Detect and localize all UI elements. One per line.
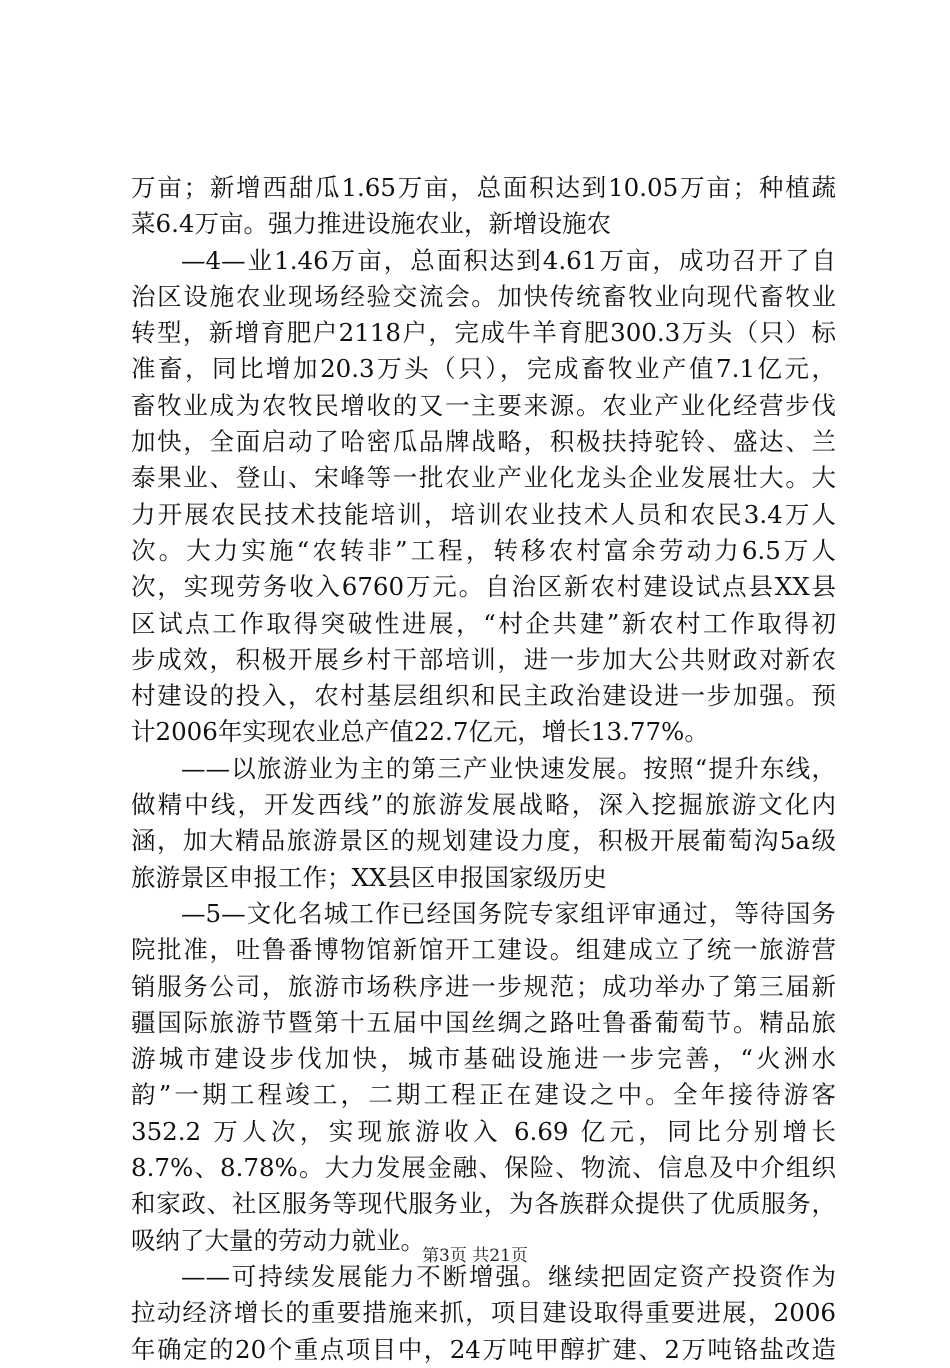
text-line: 加快，全面启动了哈密瓜品牌战略，积极扶持驼铃、盛达、兰 [131,427,836,457]
document-body [131,170,836,1368]
text-line: 涵，加大精品旅游景区的规划建设力度，积极开展葡萄沟5a级 [131,826,836,856]
text-line: 韵”一期工程竣工，二期工程正在建设之中。全年接待游客 [131,1080,836,1110]
text-line: 畜牧业成为农牧民增收的又一主要来源。农业产业化经营步伐 [131,390,836,420]
text-line: 次，实现劳务收入6760万元。自治区新农村建设试点县XX县 [131,572,836,602]
text-line: 旅游景区申报工作；XX县区申报国家级历史 [131,862,607,892]
text-line: 万亩；新增西甜瓜1.65万亩，总面积达到10.05万亩；种植蔬 [131,173,836,202]
text-line: —5—文化名城工作已经国务院专家组评审通过，等待国务 [181,898,836,928]
text-line: 疆国际旅游节暨第十五届中国丝绸之路吐鲁番葡萄节。精品旅 [131,1007,836,1037]
text-line: 泰果业、登山、宋峰等一批农业产业化龙头企业发展壮大。大 [131,463,836,493]
text-line: 区试点工作取得突破性进展，“村企共建”新农村工作取得初 [131,608,836,638]
text-line: 村建设的投入，农村基层组织和民主政治建设进一步加强。预 [131,681,836,711]
text-line: 步成效，积极开展乡村干部培训，进一步加大公共财政对新农 [131,644,836,674]
text-line: 和家政、社区服务等现代服务业，为各族群众提供了优质服务， [131,1189,836,1219]
text-line: 计2006年实现农业总产值22.7亿元，增长13.77%。 [131,717,709,747]
text-line: 菜6.4万亩。强力推进设施农业，新增设施农 [131,209,611,239]
text-line: 转型，新增育肥户2118户，完成牛羊育肥300.3万头（只）标 [131,318,836,348]
text-line: —4—业1.46万亩，总面积达到4.61万亩，成功召开了自 [181,245,836,275]
text-line: 院批准，吐鲁番博物馆新馆开工建设。组建成立了统一旅游营 [131,935,836,965]
text-line: ——可持续发展能力不断增强。继续把固定资产投资作为 [181,1261,836,1291]
text-line: 治区设施农业现场经验交流会。加快传统畜牧业向现代畜牧业 [131,281,836,311]
text-line: 8.7%、8.78%。大力发展金融、保险、物流、信息及中介组织 [131,1153,836,1183]
text-line: 拉动经济增长的重要措施来抓，项目建设取得重要进展，2006 [131,1298,836,1328]
text-line: 游城市建设步伐加快，城市基础设施进一步完善，“火洲水 [131,1044,836,1074]
text-line: 准畜，同比增加20.3万头（只），完成畜牧业产值7.1亿元， [131,354,836,384]
text-line: 年确定的20个重点项目中，24万吨甲醇扩建、2万吨铬盐改造 [131,1334,836,1364]
text-line: 352.2 万人次，实现旅游收入 6.69 亿元，同比分别增长 [131,1116,836,1146]
text-line: 做精中线，开发西线”的旅游发展战略，深入挖掘旅游文化内 [131,790,836,820]
text-line: 力开展农民技术技能培训，培训农业技术人员和农民3.4万人 [131,499,836,529]
text-line: ——以旅游业为主的第三产业快速发展。按照“提升东线， [181,753,836,783]
text-line: 次。大力实施“农转非”工程，转移农村富余劳动力6.5万人 [131,535,836,565]
text-line: 销服务公司，旅游市场秩序进一步规范；成功举办了第三届新 [131,971,836,1001]
page-footer: 第3页 共21页 [422,1246,528,1266]
text-line: 吸纳了大量的劳动力就业。 [131,1225,425,1255]
